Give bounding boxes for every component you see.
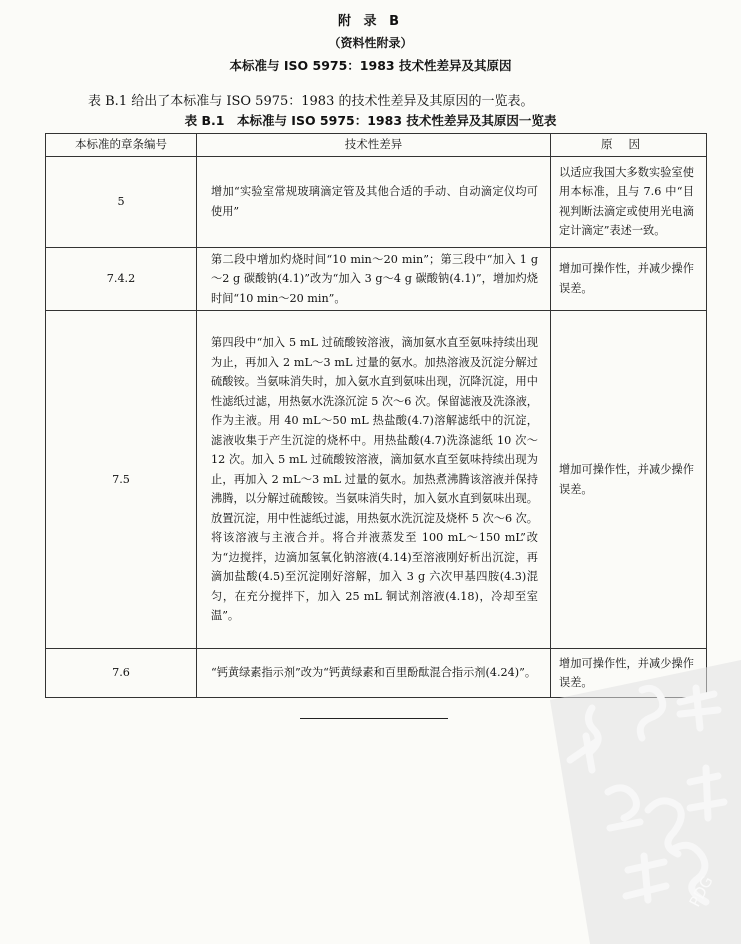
section-number: 5: [46, 156, 197, 247]
table-header-row: [46, 134, 707, 157]
column-header-section: 本标准的章条编号: [46, 134, 197, 157]
section-number: 7.5: [46, 311, 197, 649]
technical-difference: 第二段中增加灼烧时间“10 min～20 min”；第三段中“加入 1 g～2 g 碳酸钠(4.1)”改为“加入 3 g～4 g 碳酸钠(4.1)”，增加灼烧时间“10 min～20 min”。: [197, 247, 551, 311]
intro-paragraph: 表 B.1 给出了本标准与 ISO 5975：1983 的技术性差异及其原因的一览表。: [88, 94, 534, 109]
technical-difference: 增加“实验室常规玻璃滴定管及其他合适的手动、自动滴定仪均可使用”: [197, 156, 551, 247]
watermark-seal: [530, 660, 741, 944]
column-header-reason: 原因: [551, 134, 707, 157]
appendix-title: 附 录 B: [338, 14, 403, 29]
table-row: [46, 311, 707, 649]
column-header-difference: 技术性差异: [197, 134, 551, 157]
section-number: 7.4.2: [46, 247, 197, 311]
table-caption: 表 B.1 本标准与 ISO 5975：1983 技术性差异及其原因一览表: [184, 113, 557, 128]
table-row: [46, 247, 707, 311]
differences-table: [45, 133, 707, 698]
technical-difference: “钙黄绿素指示剂”改为“钙黄绿素和百里酚酞混合指示剂(4.24)”。: [197, 649, 551, 698]
difference-reason: 增加可操作性，并减少操作误差。: [551, 247, 707, 311]
difference-reason: 增加可操作性，并减少操作误差。: [551, 649, 707, 698]
difference-reason: 增加可操作性，并减少操作误差。: [551, 311, 707, 649]
watermark-pdg-label: PDG: [685, 872, 717, 910]
appendix-type: （资料性附录）: [328, 36, 413, 50]
technical-difference: 第四段中“加入 5 mL 过硫酸铵溶液，滴加氨水直至氨味持续出现为止，再加入 2 mL～3 mL 过量的氨水。加热溶液及沉淀分解过硫酸铵。当氨味消失时，加入氨水直到氨味出现，沉降沉淀，用中性滤纸过滤，用热氨水洗涤沉淀 5 次～6 次。保留滤液及洗涤液，作为主液。用 40 mL～50 mL 热盐酸(4.7)溶解滤纸中的沉淀，滤液收集于产生沉淀的烧杯中。用热盐酸(4.7)洗涤滤纸 10 次～12 次。加入 5 mL 过硫酸铵溶液，滴加氨水直至氨味持续出现为止，再加入 2 mL～3 mL 过量的氨水。加热煮沸腾该溶液并保持沸腾，以分解过硫酸铵。当氨味消失时，加入氨水直到氨味出现。放置沉淀，用中性滤纸过滤，用热氨水洗沉淀及烧杯 5 次～6 次。将该溶液与主液合并。将合并液蒸发至 100 mL～150 mL”改为“边搅拌，边滴加氢氧化钠溶液(4.14)至溶液刚好析出沉淀，再滴加盐酸(4.5)至沉淀刚好溶解，加入 3 g 六次甲基四胺(4.3)混匀，在充分搅拌下，加入 25 mL 铜试剂溶液(4.18)，冷却至室温”。: [197, 311, 551, 649]
section-number: 7.6: [46, 649, 197, 698]
table-row: [46, 156, 707, 247]
end-rule: [300, 718, 448, 719]
appendix-subject: 本标准与 ISO 5975：1983 技术性差异及其原因: [229, 58, 512, 73]
difference-reason: 以适应我国大多数实验室使用本标准，且与 7.6 中“目视判断法滴定或使用光电滴定计滴定”表述一致。: [551, 156, 707, 247]
